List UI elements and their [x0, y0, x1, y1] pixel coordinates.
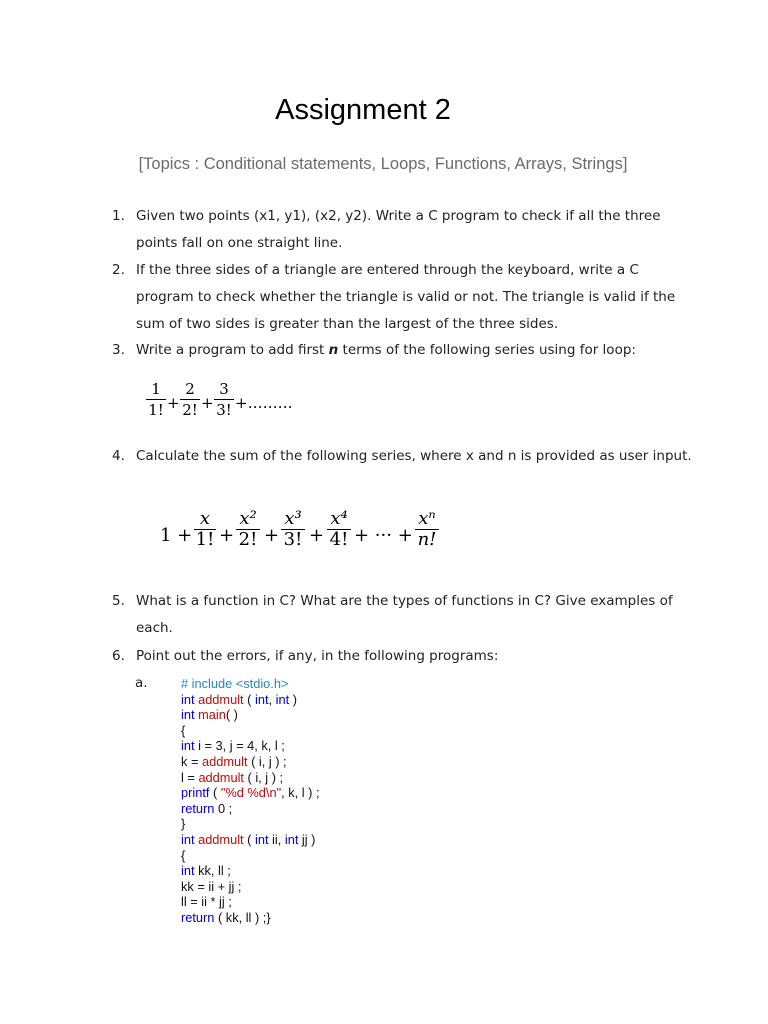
question-4-text: Calculate the sum of the following series, where x and n is provided as user input.: [136, 448, 692, 464]
plus-sign: +: [219, 525, 235, 546]
series-1-tail: +………: [235, 394, 293, 412]
code-line: return ( kk, ll ) ;}: [181, 909, 271, 925]
question-1-text: Given two points (x1, y1), (x2, y2). Write a C program to check if all the three points fall on one straight line.: [136, 208, 661, 251]
series-1-formula: [146, 380, 306, 430]
page-title: Assignment 2: [275, 94, 451, 126]
series-2-formula: [160, 510, 460, 565]
code-line: int i = 3, j = 4, k, l ;: [181, 738, 285, 754]
code-line: printf ( "%d %d\n", k, l ) ;: [181, 785, 320, 801]
question-1-number: 1.: [112, 208, 125, 224]
question-2-text: If the three sides of a triangle are entered through the keyboard, write a C program to check whether the triangle is valid or not. The triangle is valid if the sum of two sides is greater than the largest of the three sides.: [136, 262, 676, 332]
question-3-number: 3.: [112, 342, 125, 358]
code-line: # include <stdio.h>: [181, 676, 289, 691]
question-5-text: What is a function in C? What are the types of functions in C? Give examples of each.: [136, 593, 673, 636]
series-2-term-3: x³ 3!: [281, 510, 305, 549]
series-1-term-1: 1 1!: [146, 380, 166, 419]
code-line: return 0 ;: [181, 800, 233, 816]
code-line: int addmult ( int, int ): [181, 691, 297, 707]
plus-sign: +: [264, 525, 280, 546]
series-2-lead: 1 +: [160, 525, 193, 546]
series-1-term-3: 3 3!: [214, 380, 234, 419]
plus-sign: +: [201, 394, 214, 412]
series-2-term-1: x 1!: [195, 508, 215, 550]
series-2-term-4: x⁴ 4!: [327, 510, 351, 549]
code-line: ll = ii * jj ;: [181, 894, 232, 910]
code-line: int kk, ll ;: [181, 863, 231, 879]
series-2-term-n: xⁿ n!: [415, 510, 439, 549]
question-5-number: 5.: [112, 593, 125, 609]
code-block: [181, 676, 320, 926]
plus-sign: +: [309, 525, 325, 546]
code-line: l = addmult ( i, j ) ;: [181, 769, 284, 785]
code-line: int main( ): [181, 707, 238, 723]
subquestion-label: a.: [135, 675, 148, 691]
series-1-term-2: 2 2!: [180, 380, 200, 419]
question-6-number: 6.: [112, 648, 125, 664]
code-line: kk = ii + jj ;: [181, 878, 242, 894]
question-3-text: Write a program to add first n terms of the following series using for loop:: [136, 342, 636, 358]
question-4-number: 4.: [112, 448, 125, 464]
series-2-ellipsis: + ··· +: [354, 525, 413, 546]
topics-subtitle: [Topics : Conditional statements, Loops, Functions, Arrays, Strings]: [138, 155, 628, 173]
question-2-number: 2.: [112, 262, 125, 278]
code-line: int addmult ( int ii, int jj ): [181, 831, 316, 847]
code-line: k = addmult ( i, j ) ;: [181, 753, 287, 769]
code-line: }: [181, 816, 186, 832]
code-line: {: [181, 847, 186, 863]
code-line: {: [181, 722, 186, 738]
plus-sign: +: [167, 394, 180, 412]
series-2-term-2: x² 2!: [236, 510, 260, 549]
question-6-text: Point out the errors, if any, in the following programs:: [136, 648, 499, 664]
